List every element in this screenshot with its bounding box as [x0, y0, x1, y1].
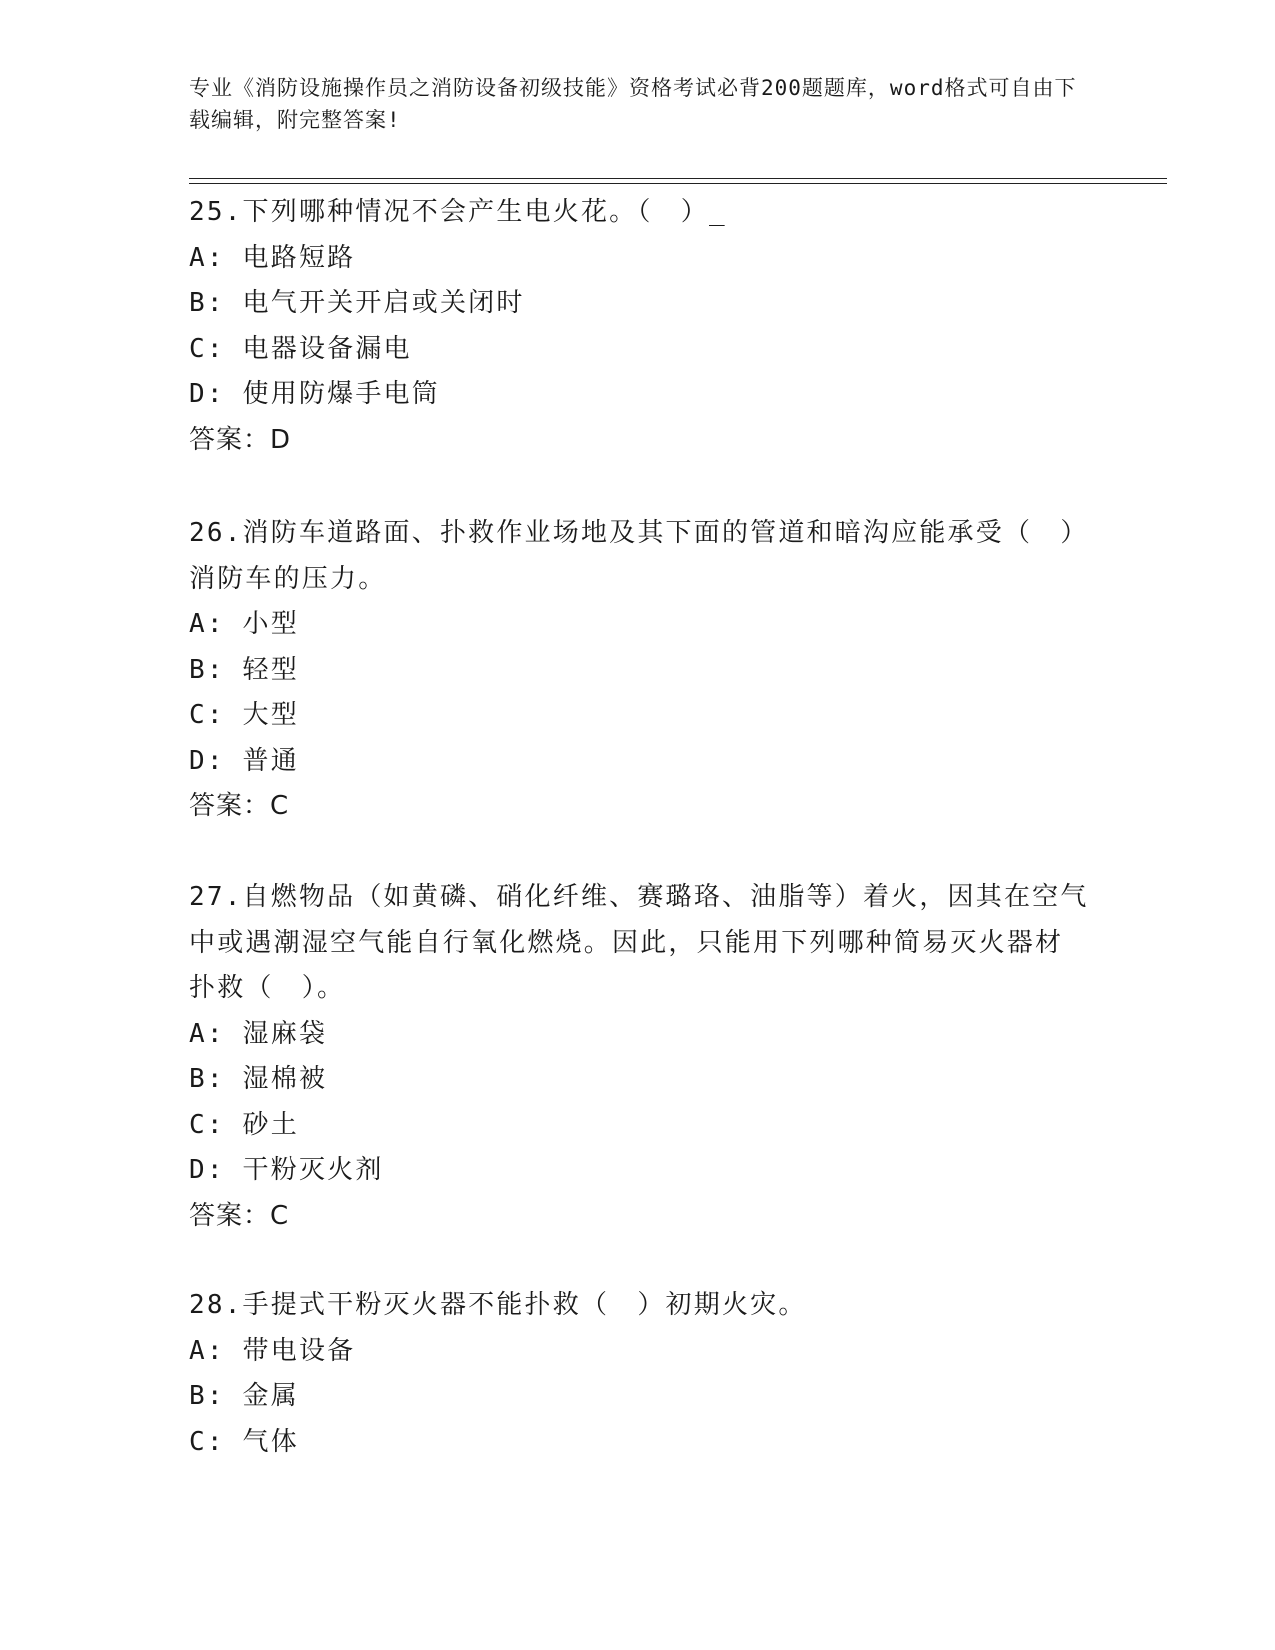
question-text: 26.消防车道路面、扑救作业场地及其下面的管道和暗沟应能承受（ ）消防车的压力。 — [189, 518, 1089, 594]
option-d: D: 使用防爆手电筒 — [189, 379, 440, 409]
document-header: 专业《消防设施操作员之消防设备初级技能》资格考试必背200题题库，word格式可自由下载编辑，附完整答案! — [189, 76, 1077, 132]
answer: 答案：D — [189, 424, 292, 455]
option-a: A: 小型 — [189, 609, 299, 639]
option-c: C: 电器设备漏电 — [189, 333, 412, 364]
option-d: D: 干粉灭火剂 — [189, 1155, 384, 1185]
question-text: 28.手提式干粉灭火器不能扑救（ ）初期火灾。 — [189, 1290, 807, 1320]
option-a: A: 电路短路 — [189, 242, 356, 273]
option-a: A: 带电设备 — [189, 1335, 356, 1366]
option-b: B: 湿棉被 — [189, 1064, 328, 1094]
option-c: C: 砂土 — [189, 1109, 299, 1140]
question-28 — [189, 1283, 1089, 1465]
question-text: 27.自燃物品（如黄磷、硝化纤维、赛璐珞、油脂等）着火，因其在空气中或遇潮湿空气能自行氧化燃烧。因此，只能用下列哪种简易灭火器材扑救（ ）。 — [189, 882, 1089, 1003]
answer: 答案：C — [189, 791, 290, 821]
header-rule-bottom — [189, 183, 1167, 184]
option-b: B: 轻型 — [189, 654, 299, 685]
option-b: B: 金属 — [189, 1381, 299, 1411]
header-rule-top — [189, 178, 1167, 179]
option-a: A: 湿麻袋 — [189, 1018, 328, 1049]
option-c: C: 气体 — [189, 1426, 299, 1457]
question-text: 25.下列哪种情况不会产生电火花。（ ）_ — [189, 197, 727, 227]
option-d: D: 普通 — [189, 745, 299, 776]
question-26 — [189, 511, 1089, 830]
question-25 — [189, 190, 1089, 463]
option-c: C: 大型 — [189, 700, 299, 730]
question-27 — [189, 875, 1089, 1239]
answer: 答案：C — [189, 1200, 290, 1231]
option-b: B: 电气开关开启或关闭时 — [189, 288, 525, 318]
